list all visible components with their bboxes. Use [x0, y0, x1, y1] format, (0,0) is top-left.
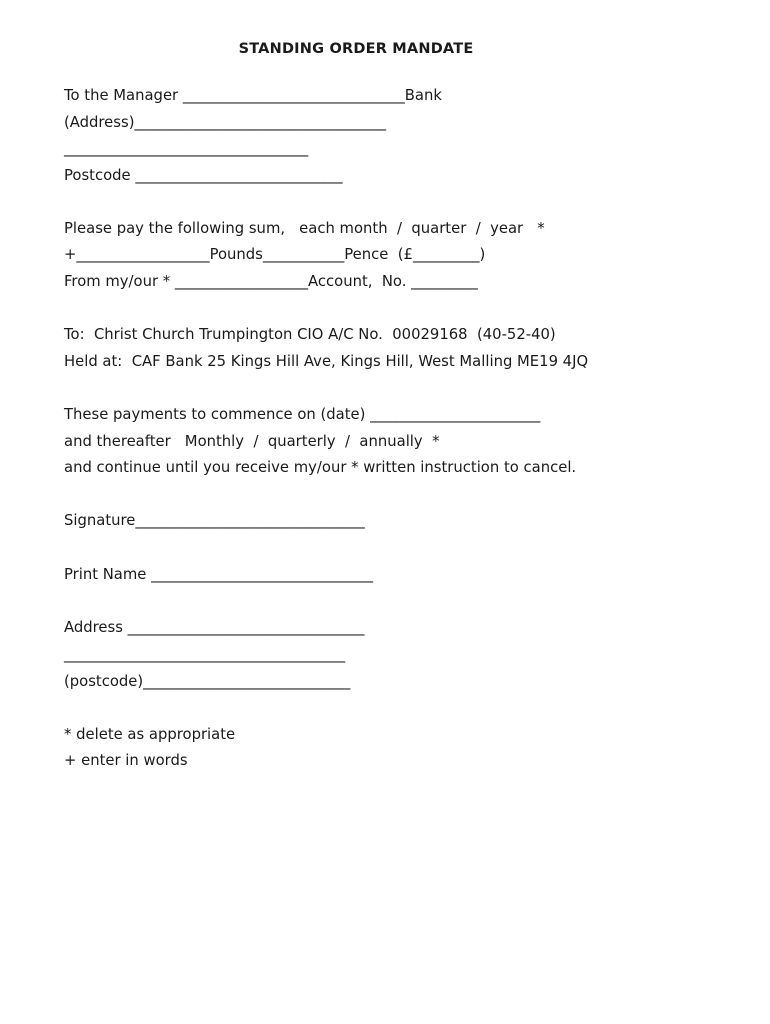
- payment-frequency-line: Please pay the following sum, each month / quarter / year *: [64, 220, 545, 237]
- payer-account-field[interactable]: From my/our * __________________Account, No. _________: [64, 273, 478, 290]
- bank-address-field-line2[interactable]: _________________________________: [64, 140, 309, 157]
- manager-bank-field[interactable]: To the Manager ______________________________Bank: [64, 87, 442, 104]
- bank-postcode-field[interactable]: Postcode ____________________________: [64, 167, 343, 184]
- delete-note: * delete as appropriate: [64, 726, 236, 743]
- commence-date-field[interactable]: These payments to commence on (date) _______________________: [64, 406, 541, 423]
- bank-address-field[interactable]: (Address)__________________________________: [64, 114, 387, 131]
- payer-address-field[interactable]: Address ________________________________: [64, 619, 365, 636]
- words-note: + enter in words: [64, 752, 188, 769]
- form-title: STANDING ORDER MANDATE: [238, 41, 474, 57]
- payer-postcode-field[interactable]: (postcode)____________________________: [64, 673, 351, 690]
- print-name-field[interactable]: Print Name ______________________________: [64, 566, 374, 583]
- signature-field[interactable]: Signature_______________________________: [64, 512, 365, 529]
- thereafter-frequency-line: and thereafter Monthly / quarterly / annually *: [64, 433, 440, 450]
- payer-address-field-line2[interactable]: ______________________________________: [64, 646, 346, 663]
- payee-bank-address: Held at: CAF Bank 25 Kings Hill Ave, Kings Hill, West Malling ME19 4JQ: [64, 353, 589, 370]
- payee-account-details: To: Christ Church Trumpington CIO A/C No. 00029168 (40-52-40): [64, 326, 556, 343]
- continue-instruction-text: and continue until you receive my/our * written instruction to cancel.: [64, 459, 577, 476]
- payment-amount-field[interactable]: +__________________Pounds___________Pence (£_________): [64, 246, 486, 263]
